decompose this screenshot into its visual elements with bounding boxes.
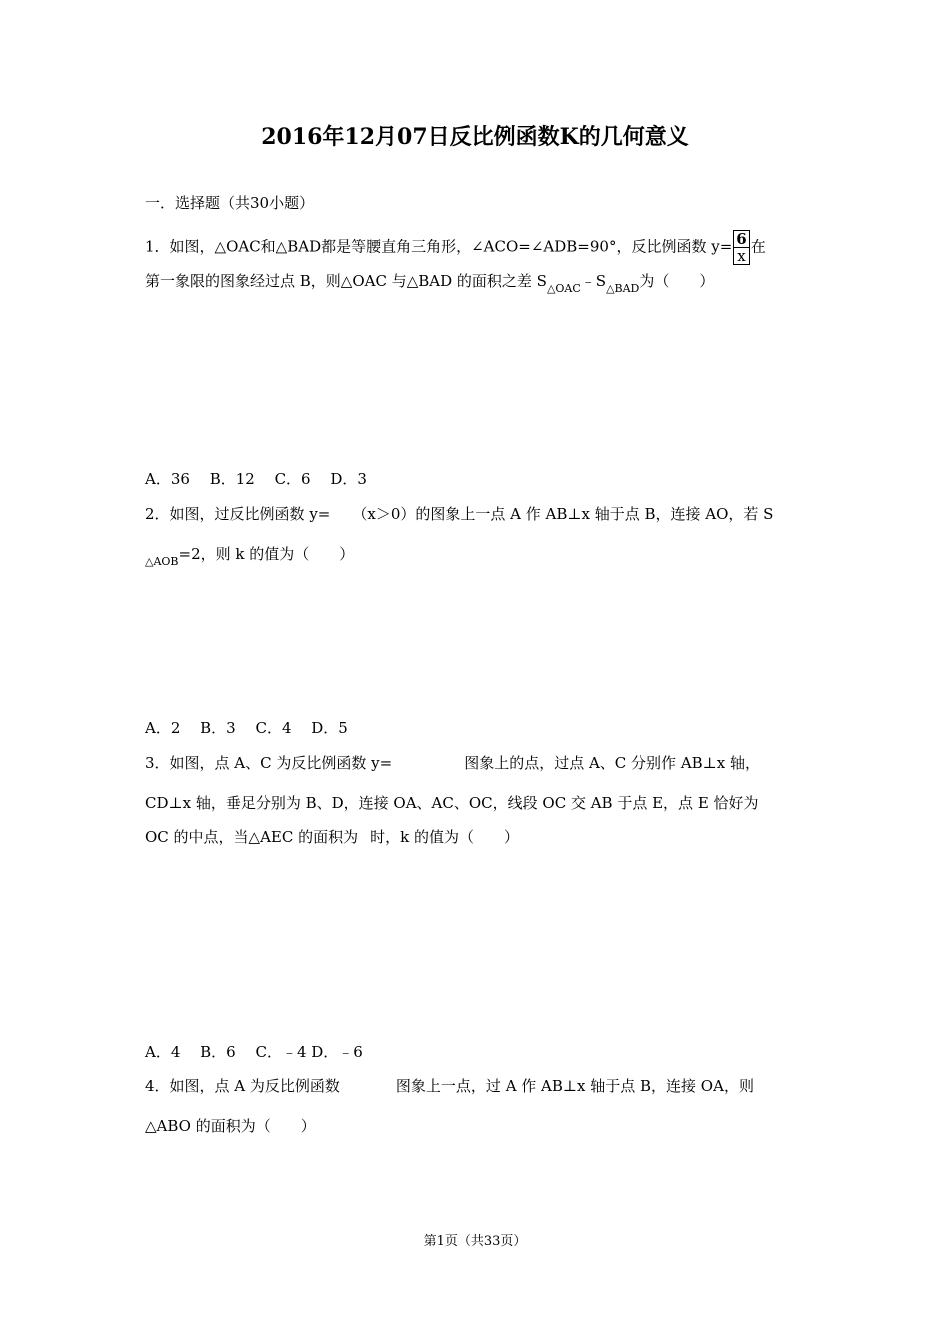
question-4-line-2: △ABO 的面积为（ ） <box>145 1117 316 1135</box>
question-4-text-b: 图象上一点，过 A 作 AB⊥x 轴于点 B，连接 OA，则 <box>395 1077 754 1095</box>
subscript-aob: △AOB <box>145 555 179 568</box>
question-2-line-1 <box>145 503 773 524</box>
question-2-options: A．2 B．3 C．4 D．5 <box>145 719 348 737</box>
question-3-text-a: 3．如图，点 A、C 为反比例函数 y= <box>145 754 393 772</box>
question-1-line-2 <box>145 270 714 295</box>
question-3-text-b: 图象上的点，过点 A、C 分别作 AB⊥x 轴， <box>464 754 761 772</box>
question-3-line-1 <box>145 752 760 773</box>
question-2-text-c: =2，则 k 的值为（ ） <box>178 545 355 563</box>
question-2-line-2 <box>145 543 354 568</box>
question-3-options: A．4 B．6 C．﹣4 D．﹣6 <box>145 1043 363 1061</box>
subscript-oac: △OAC <box>546 282 581 295</box>
question-3-line-3 <box>145 826 519 847</box>
fraction-6-over-x <box>733 230 749 265</box>
question-1-text-d: ﹣S <box>580 272 607 290</box>
document-title: 2016年12月07日反比例函数K的几何意义 <box>261 124 689 150</box>
question-2-text-b: （x＞0）的图象上一点 A 作 AB⊥x 轴于点 B，连接 AO，若 S <box>352 505 774 523</box>
question-3-line-2: CD⊥x 轴，垂足分别为 B、D，连接 OA、AC、OC，线段 OC 交 AB 于点 E，点 E 恰好为 <box>145 794 759 812</box>
section-heading: 一．选择题（共30小题） <box>145 194 315 212</box>
fraction-numerator: 6 <box>733 230 749 248</box>
question-1-text-e: 为（ ） <box>639 272 715 290</box>
question-1-text-c: 第一象限的图象经过点 B，则△OAC 与△BAD 的面积之差 S <box>145 272 547 290</box>
question-4-line-1 <box>145 1075 754 1096</box>
question-2-text-a: 2．如图，过反比例函数 y= <box>145 505 331 523</box>
question-4-text-a: 4．如图，点 A 为反比例函数 <box>145 1077 340 1095</box>
question-3-text-c: OC 的中点，当△AEC 的面积为 <box>145 828 359 846</box>
question-1-text-a: 1．如图，△OAC和△BAD都是等腰直角三角形，∠ACO=∠ADB=90°，反比例函数 y= <box>145 237 733 256</box>
fraction-denominator: x <box>733 248 749 265</box>
question-1-text-b: 在 <box>750 237 766 256</box>
question-3-text-d: 时，k 的值为（ ） <box>370 828 519 846</box>
question-1-options: A．36 B．12 C．6 D．3 <box>145 470 367 488</box>
subscript-bad: △BAD <box>606 282 640 295</box>
page-footer: 第1页（共33页） <box>423 1234 527 1249</box>
question-1-line-1 <box>145 230 766 265</box>
